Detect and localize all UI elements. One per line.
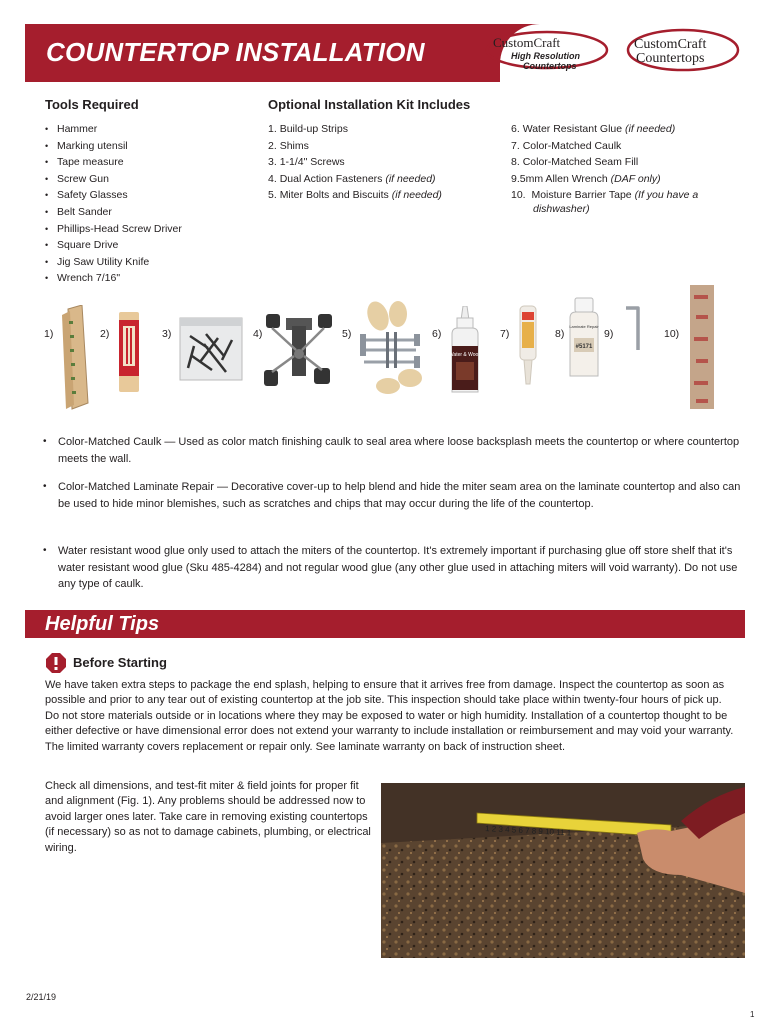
dual-action-fasteners-image xyxy=(262,310,336,392)
logo1-line2: High Resolution xyxy=(511,51,580,61)
allen-wrench-image xyxy=(620,304,650,354)
list-item: 7. Color-Matched Caulk xyxy=(511,139,622,152)
bullet: • xyxy=(43,481,47,492)
list-item: • Safety Glasses xyxy=(45,187,182,204)
page-number: 1 xyxy=(750,1010,755,1019)
list-item: • Screw Gun xyxy=(45,171,182,188)
seam-fill-bottle-image xyxy=(566,296,602,380)
logo2-line1: CustomCraft xyxy=(634,37,707,52)
kit-list-col2 xyxy=(511,121,698,215)
miter-bolts-biscuits-image xyxy=(354,300,426,396)
laminate-repair-description: • Color-Matched Laminate Repair — Decorative cover-up to help blend and hide the miter seam area on the laminate countertop and also can be used to hide minor blemishes, such as scratches and chips that may occur during the life of the countertop. xyxy=(43,481,741,510)
list-item: • Wrench 7/16" xyxy=(45,270,182,287)
list-item: • Belt Sander xyxy=(45,204,182,221)
screws-bag-image xyxy=(178,316,244,382)
helpful-tips-title: Helpful Tips xyxy=(45,613,160,635)
customcraft-countertops-logo xyxy=(626,28,740,74)
helpful-tips-banner xyxy=(25,610,745,638)
list-item: • Phillips-Head Screw Driver xyxy=(45,221,182,238)
product-label: 3) xyxy=(162,328,172,340)
list-item: • Jig Saw Utility Knife xyxy=(45,254,182,271)
logo1-line1: CustomCraft xyxy=(493,35,561,50)
caulk-tube-image xyxy=(514,304,544,390)
caulk-description: • Color-Matched Caulk — Used as color match finishing caulk to seal area where loose backsplash meets the countertop or where countertop meets the wall. xyxy=(43,436,740,465)
kit-list-col1 xyxy=(268,121,442,204)
tools-heading: Tools Required xyxy=(45,97,139,112)
product-label: 6) xyxy=(432,328,442,340)
countertop-measuring-photo xyxy=(381,783,745,958)
list-item: 8. Color-Matched Seam Fill xyxy=(511,156,639,169)
bullet: • xyxy=(43,545,47,556)
list-item: 1. Build-up Strips xyxy=(268,123,348,135)
list-item: • Tape measure xyxy=(45,154,182,171)
logo1-line3: Countertops xyxy=(523,61,577,71)
wood-glue-description: • Water resistant wood glue only used to attach the miters of the countertop. It's extremely important if purchasing glue off store shelf that it's water resistant wood glue (Sku 485-4284) and not regular wood glue (any other glue used in attaching miters will void warranty). Do not use any type of caulk. xyxy=(43,545,738,590)
seam-number-label: #5171 xyxy=(575,344,593,350)
tape-measure-numbers: 1 2 3 4 5 6 7 8 9 10 11 1 xyxy=(484,824,572,838)
product-label: 7) xyxy=(500,328,510,340)
before-starting-paragraph: We have taken extra steps to package the end splash, helping to ensure that it arrives free from damage. Inspect the countertop as soon as possible and prior to any tear out of existing countertop at the job site. This inspection should take place within twenty-four hours of pick up. Do not store materials outside or in locations where they may be exposed to water or high humidity. Installation of a countertop thought to be either defective or have dimensional error does not extend your warranty to include installation or reimbursement and may void your warranty. The limited warranty covers replacement or repair only. See laminate warranty on back of instruction sheet. xyxy=(45,679,734,753)
shims-image xyxy=(114,312,144,392)
seam-brand-label: Laminate Repair xyxy=(569,324,599,329)
list-item: 6. Water Resistant Glue (if needed) xyxy=(511,123,676,135)
moisture-barrier-tape-image xyxy=(688,285,716,409)
check-dimensions-paragraph: Check all dimensions, and test-fit miter & field joints for proper fit and alignment (Fig. 1). Any problems should be addressed now to avoid larger ones later. Take care in removing existing countertops (if necessary) so as not to damage cabinets, plumbing, or electrical wiring. xyxy=(45,780,371,854)
product-label: 1) xyxy=(44,328,54,340)
list-item: • Marking utensil xyxy=(45,138,182,155)
list-item: 10. Moisture Barrier Tape (If you have a xyxy=(511,189,699,202)
wood-glue-bottle-image xyxy=(448,306,482,396)
product-label: 2) xyxy=(100,328,110,340)
list-item: 5. Miter Bolts and Biscuits (if needed) xyxy=(268,189,442,202)
product-label: 10) xyxy=(664,328,680,340)
product-label: 9) xyxy=(604,328,614,340)
bullet: • xyxy=(43,436,47,447)
list-item: 9.5mm Allen Wrench (DAF only) xyxy=(511,172,661,185)
list-item-continuation: dishwasher) xyxy=(533,202,590,215)
build-up-strips-image xyxy=(58,305,94,411)
list-item: 3. 1-1/4" Screws xyxy=(268,156,345,169)
footer-date: 2/21/19 xyxy=(26,992,57,1002)
list-item: • Hammer xyxy=(45,121,182,138)
list-item: • Square Drive xyxy=(45,237,182,254)
tools-list xyxy=(45,121,182,287)
glue-label: Water & Wood xyxy=(448,352,482,358)
kit-heading: Optional Installation Kit Includes xyxy=(268,97,471,112)
product-label: 8) xyxy=(555,328,565,340)
before-starting-heading: Before Starting xyxy=(73,655,167,670)
customcraft-high-resolution-logo xyxy=(485,30,609,74)
list-item: 2. Shims xyxy=(268,139,309,152)
product-label: 5) xyxy=(342,328,352,340)
product-label: 4) xyxy=(253,328,263,340)
warning-icon xyxy=(45,652,67,674)
logo2-line2: Countertops xyxy=(636,51,705,66)
list-item: 4. Dual Action Fasteners (if needed) xyxy=(268,172,436,185)
page-title: COUNTERTOP INSTALLATION xyxy=(46,37,425,67)
